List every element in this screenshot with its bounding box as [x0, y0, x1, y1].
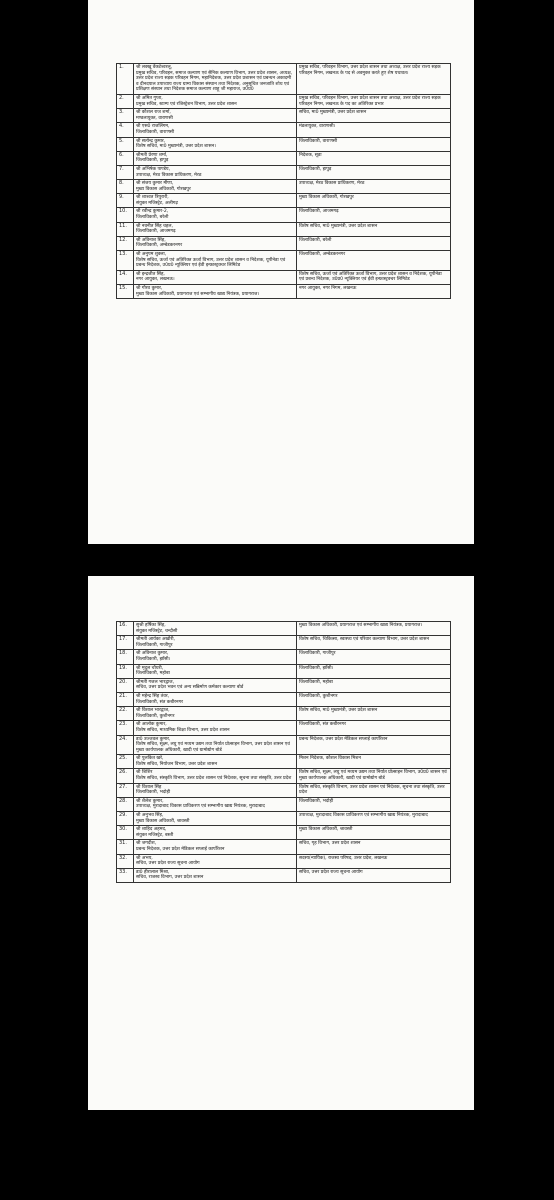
new-posting-cell: जिलाधिकारी, आजमगढ़ — [297, 208, 451, 222]
serial-number-cell: 17. — [117, 636, 134, 650]
serial-number-cell: 13. — [117, 251, 134, 271]
officer-current-post-cell: श्री लक्खू वेंकटेश्वरलू, प्रमुख सचिव, परिवहन, समाज कल्याण एवं सैनिक कल्याण विभाग, उत्तर प्रदेश शासन, अध्यक्ष, उत्तर प्रदेश राज्य सड़क परिवहन निगम, महानिदेशक, उत्तर प्रदेश प्रशासन एवं प्रबन्धन अकादमी व दीनदयाल उपाध्याय राज्य ग्राम्य विकास संस्थान तथा निदेशक, अनुसूचित जनजाति शोध एवं प्रशिक्षण संस्थान तथा निदेशक समाज कल्याण शाहू जी महाराज, उ0प्र0 — [134, 64, 297, 95]
table-row — [117, 812, 451, 826]
officer-current-post-cell: श्री अविनाश सिंह, जिलाधिकारी, अम्बेडकरनगर — [134, 236, 297, 250]
officer-current-post-cell: श्री गौरव कुमार, मुख्य विकास अधिकारी, प्रयागराज एवं सम्भागीय खाद्य नियंत्रक, प्रयागराज। — [134, 285, 297, 299]
table-row — [117, 180, 451, 194]
table-row — [117, 854, 451, 868]
officer-current-post-cell: श्री अभय, सचिव, उत्तर प्रदेश राज्य सूचना आयोग — [134, 854, 297, 868]
officer-current-post-cell: श्री अविनाश कुमार, जिलाधिकारी, झाँसी। — [134, 650, 297, 664]
serial-number-cell: 15. — [117, 285, 134, 299]
new-posting-cell: प्रमुख सचिव, परिवहन विभाग, उत्तर प्रदेश शासन तथा अध्यक्ष, उत्तर प्रदेश राज्य सड़क परिवहन निगम, लखनऊ के पद से अवमुक्त करते हुए शेष यथावत। — [297, 64, 451, 95]
table-row — [117, 137, 451, 151]
new-posting-cell: उपाध्यक्ष, मेरठ विकास प्राधिकरण, मेरठ — [297, 180, 451, 194]
new-posting-cell: प्रबन्ध निदेशक, उत्तर प्रदेश मेडिकल सप्लाई कार्पोरेशन — [297, 735, 451, 755]
serial-number-cell: 10. — [117, 208, 134, 222]
officer-current-post-cell: श्री एस0 राजलिंगम, जिलाधिकारी, वाराणसी — [134, 123, 297, 137]
new-posting-cell: विशेष सचिव, सूक्ष्म, लघु एवं मध्यम उद्यम तथा निर्यात प्रोत्साहन विभाग, उ0प्र0 शासन एवं मुख्य कार्यपालक अधिकारी, खादी एवं ग्रामोद्योग बोर्ड — [297, 769, 451, 783]
new-posting-cell: उपाध्यक्ष, मुरादाबाद विकास प्राधिकरण एवं सम्भागीय खाद्य नियंत्रक, मुरादाबाद — [297, 812, 451, 826]
new-posting-cell: सचिव, मा0 मुख्यमंत्री, उत्तर प्रदेश शासन — [297, 109, 451, 123]
serial-number-cell: 25. — [117, 755, 134, 769]
document-page-1 — [88, 0, 474, 544]
new-posting-cell: नगर आयुक्त, नगर निगम, लखनऊ — [297, 285, 451, 299]
serial-number-cell: 28. — [117, 797, 134, 811]
table-row — [117, 636, 451, 650]
serial-number-cell: 4. — [117, 123, 134, 137]
officer-current-post-cell: श्री शाश्वत त्रिपुरारी, संयुक्त मजिस्ट्रेट, अलीगढ़ — [134, 194, 297, 208]
serial-number-cell: 11. — [117, 222, 134, 236]
table-row — [117, 208, 451, 222]
new-posting-cell: सचिव, उत्तर प्रदेश राज्य सूचना आयोग — [297, 868, 451, 882]
serial-number-cell: 21. — [117, 692, 134, 706]
serial-number-cell: 6. — [117, 151, 134, 165]
serial-number-cell: 14. — [117, 270, 134, 284]
table-row — [117, 270, 451, 284]
serial-number-cell: 7. — [117, 165, 134, 179]
table-row — [117, 151, 451, 165]
officer-current-post-cell: श्रीमती गजल भारद्वाज, सचिव, उत्तर प्रदेश भवन एवं अन्य सन्निर्माण कर्मकार कल्याण बोर्ड — [134, 678, 297, 692]
transfer-table-body-1 — [117, 64, 451, 299]
officer-current-post-cell: डा0 उज्जवल कुमार, विशेष सचिव, सूक्ष्म, लघु एवं मध्यम उद्यम तथा निर्यात प्रोत्साहन विभाग, उत्तर प्रदेश शासन एवं मुख्य कार्यपालक अधिकारी, खादी एवं ग्रामोद्योग बोर्ड — [134, 735, 297, 755]
table-row — [117, 94, 451, 108]
table-row — [117, 735, 451, 755]
officer-current-post-cell: श्री इन्द्रजीत सिंह, नगर आयुक्त, लखनऊ। — [134, 270, 297, 284]
new-posting-cell: विशेष सचिव, चिकित्सा, स्वास्थ्य एवं परिवार कल्याण विभाग, उत्तर प्रदेश शासन — [297, 636, 451, 650]
table-row — [117, 650, 451, 664]
table-row — [117, 109, 451, 123]
serial-number-cell: 32. — [117, 854, 134, 868]
transfer-table-2 — [116, 621, 451, 883]
serial-number-cell: 5. — [117, 137, 134, 151]
table-row — [117, 826, 451, 840]
transfer-table-body-2 — [117, 622, 451, 883]
new-posting-cell: मिशन निदेशक, कौशल विकास मिशन — [297, 755, 451, 769]
new-posting-cell: विशेष सचिव, मा0 मुख्यमंत्री, उत्तर प्रदेश शासन — [297, 222, 451, 236]
officer-current-post-cell: श्री पुलकित खरे, विशेष सचिव, नियोजन विभाग, उत्तर प्रदेश शासन — [134, 755, 297, 769]
serial-number-cell: 23. — [117, 721, 134, 735]
officer-current-post-cell: श्री शाहिद अहमद, संयुक्त मजिस्ट्रेट, बस्ती — [134, 826, 297, 840]
officer-current-post-cell: श्री संजय कुमार मीणा, मुख्य विकास अधिकारी, गोरखपुर — [134, 180, 297, 194]
table-row — [117, 692, 451, 706]
new-posting-cell: जिलाधिकारी, गाजीपुर — [297, 650, 451, 664]
serial-number-cell: 33. — [117, 868, 134, 882]
table-row — [117, 251, 451, 271]
new-posting-cell: विशेष सचिव, मा0 मुख्यमंत्री, उत्तर प्रदेश शासन — [297, 707, 451, 721]
table-row — [117, 236, 451, 250]
serial-number-cell: 16. — [117, 622, 134, 636]
officer-current-post-cell: श्री रवीन्द्र कुमार-2, जिलाधिकारी, बरेली — [134, 208, 297, 222]
new-posting-cell: निदेशक, सूडा — [297, 151, 451, 165]
new-posting-cell: मुख्य विकास अधिकारी, प्रयागराज एवं सम्भागीय खाद्य नियंत्रक, प्रयागराज। — [297, 622, 451, 636]
officer-current-post-cell: श्री शैलेश कुमार, उपाध्यक्ष, मुरादाबाद विकास प्राधिकरण एवं सम्भागीय खाद्य नियंत्रक, मुरादाबाद — [134, 797, 297, 811]
serial-number-cell: 30. — [117, 826, 134, 840]
officer-current-post-cell: श्री नवनीत सिंह चहल, जिलाधिकारी, आजमगढ़ — [134, 222, 297, 236]
serial-number-cell: 18. — [117, 650, 134, 664]
new-posting-cell: जिलाधिकारी, कुशीनगर — [297, 692, 451, 706]
transfer-table-1 — [116, 63, 451, 299]
new-posting-cell: सदस्य(न्यायिक), राजस्व परिषद, उत्तर प्रदेश, लखनऊ — [297, 854, 451, 868]
table-row — [117, 285, 451, 299]
table-row — [117, 165, 451, 179]
table-row — [117, 797, 451, 811]
officer-current-post-cell: श्री सत्येन्द्र कुमार, विशेष सचिव, मा0 मुख्यमंत्री, उत्तर प्रदेश शासन। — [134, 137, 297, 151]
new-posting-cell: जिलाधिकारी, हापुड़ — [297, 165, 451, 179]
document-page-2 — [88, 576, 474, 1110]
serial-number-cell: 8. — [117, 180, 134, 194]
officer-current-post-cell: श्री आलोक कुमार, विशेष सचिव, माध्यमिक शिक्षा विभाग, उत्तर प्रदेश शासन — [134, 721, 297, 735]
officer-current-post-cell: श्री विशाल भारद्वाज, जिलाधिकारी, कुशीनगर — [134, 707, 297, 721]
officer-current-post-cell: श्रीमती प्रेरणा शर्मा, जिलाधिकारी, हापुड़ — [134, 151, 297, 165]
new-posting-cell: मुख्य विकास अधिकारी, गोरखपुर — [297, 194, 451, 208]
serial-number-cell: 22. — [117, 707, 134, 721]
serial-number-cell: 3. — [117, 109, 134, 123]
new-posting-cell: विशेष सचिव, ऊर्जा एवं अतिरिक्त ऊर्जा विभाग, उत्तर प्रदेश शासन व निदेशक, यूपीनेडा एवं प्रबन्ध निदेशक, उ0प्र0 न्यूक्लियर एवं ईवी इन्फ्रास्ट्रक्चर लिमिटेड — [297, 270, 451, 284]
serial-number-cell: 24. — [117, 735, 134, 755]
new-posting-cell: विशेष सचिव, संस्कृति विभाग, उत्तर प्रदेश शासन एवं निदेशक, सूचना तथा संस्कृति, उत्तर प्रदेश — [297, 783, 451, 797]
serial-number-cell: 27. — [117, 783, 134, 797]
new-posting-cell: जिलाधिकारी, महोबा — [297, 678, 451, 692]
table-row — [117, 222, 451, 236]
table-row — [117, 721, 451, 735]
table-row — [117, 678, 451, 692]
serial-number-cell: 1. — [117, 64, 134, 95]
new-posting-cell: जिलाधिकारी, वाराणसी — [297, 137, 451, 151]
table-row — [117, 707, 451, 721]
new-posting-cell: सचिव, गृह विभाग, उत्तर प्रदेश शासन — [297, 840, 451, 854]
table-row — [117, 840, 451, 854]
officer-current-post-cell: श्री अनुभव सिंह, मुख्य विकास अधिकारी, श्रावस्ती — [134, 812, 297, 826]
new-posting-cell: जिलाधिकारी, अम्बेडकरनगर — [297, 251, 451, 271]
new-posting-cell: जिलाधिकारी, भदोही — [297, 797, 451, 811]
officer-current-post-cell: श्री अभिषेक पाण्डेय, उपाध्यक्ष, मेरठ विकास प्राधिकरण, मेरठ — [134, 165, 297, 179]
table-row — [117, 769, 451, 783]
table-row — [117, 194, 451, 208]
serial-number-cell: 9. — [117, 194, 134, 208]
officer-current-post-cell: श्री जगदीश, प्रबन्ध निदेशक, उत्तर प्रदेश मेडिकल सप्लाई कार्पोरेशन — [134, 840, 297, 854]
table-row — [117, 123, 451, 137]
serial-number-cell: 12. — [117, 236, 134, 250]
new-posting-cell: जिलाधिकारी, बरेली — [297, 236, 451, 250]
officer-current-post-cell: श्री अनुपम शुक्ला, विशेष सचिव, ऊर्जा एवं अतिरिक्त ऊर्जा विभाग, उत्तर प्रदेश शासन व निदेशक, यूपीनेडा एवं प्रबन्ध निदेशक, उ0प्र0 न्यूक्लियर एवं ईवी इन्फ्रास्ट्रक्चर लिमिटेड — [134, 251, 297, 271]
serial-number-cell: 26. — [117, 769, 134, 783]
officer-current-post-cell: डा0 हीरालाल मिश्रा, सचिव, राजस्व विभाग, उत्तर प्रदेश शासन — [134, 868, 297, 882]
serial-number-cell: 31. — [117, 840, 134, 854]
serial-number-cell: 2. — [117, 94, 134, 108]
officer-current-post-cell: श्री महेन्द्र सिंह तंवर, जिलाधिकारी, संत कबीरनगर — [134, 692, 297, 706]
serial-number-cell: 29. — [117, 812, 134, 826]
table-row — [117, 622, 451, 636]
table-row — [117, 755, 451, 769]
serial-number-cell: 19. — [117, 664, 134, 678]
officer-current-post-cell: सुश्री हर्षिका सिंह, संयुक्त मजिस्ट्रेट, चन्दौसी — [134, 622, 297, 636]
table-row — [117, 868, 451, 882]
officer-current-post-cell: श्री विशाल सिंह जिलाधिकारी, भदोही — [134, 783, 297, 797]
officer-current-post-cell: श्री शिशिर विशेष सचिव, संस्कृति विभाग, उत्तर प्रदेश शासन एवं निदेशक, सूचना तथा संस्कृति, उत्तर प्रदेश — [134, 769, 297, 783]
new-posting-cell: मंडलायुक्त, वाराणसी। — [297, 123, 451, 137]
officer-current-post-cell: श्री कौशल राज शर्मा, मण्डलायुक्त, वाराणसी — [134, 109, 297, 123]
new-posting-cell: मुख्य विकास अधिकारी, श्रावस्ती — [297, 826, 451, 840]
officer-current-post-cell: श्रीमती आर्यका अखौरी, जिलाधिकारी, गाजीपुर — [134, 636, 297, 650]
new-posting-cell: प्रमुख सचिव, परिवहन विभाग, उत्तर प्रदेश शासन तथा अध्यक्ष, उत्तर प्रदेश राज्य सड़क परिवहन निगम, लखनऊ के पद का अतिरिक्त प्रभार — [297, 94, 451, 108]
new-posting-cell: जिलाधिकारी, झाँसी। — [297, 664, 451, 678]
table-row — [117, 64, 451, 95]
new-posting-cell: जिलाधिकारी, संत कबीरनगर — [297, 721, 451, 735]
table-row — [117, 664, 451, 678]
officer-current-post-cell: श्री अमित गुप्ता, प्रमुख सचिव, स्टाम्प एवं रजिस्ट्रेशन विभाग, उत्तर प्रदेश शासन — [134, 94, 297, 108]
officer-current-post-cell: श्री मृदुल चौधरी, जिलाधिकारी, महोबा — [134, 664, 297, 678]
table-row — [117, 783, 451, 797]
serial-number-cell: 20. — [117, 678, 134, 692]
